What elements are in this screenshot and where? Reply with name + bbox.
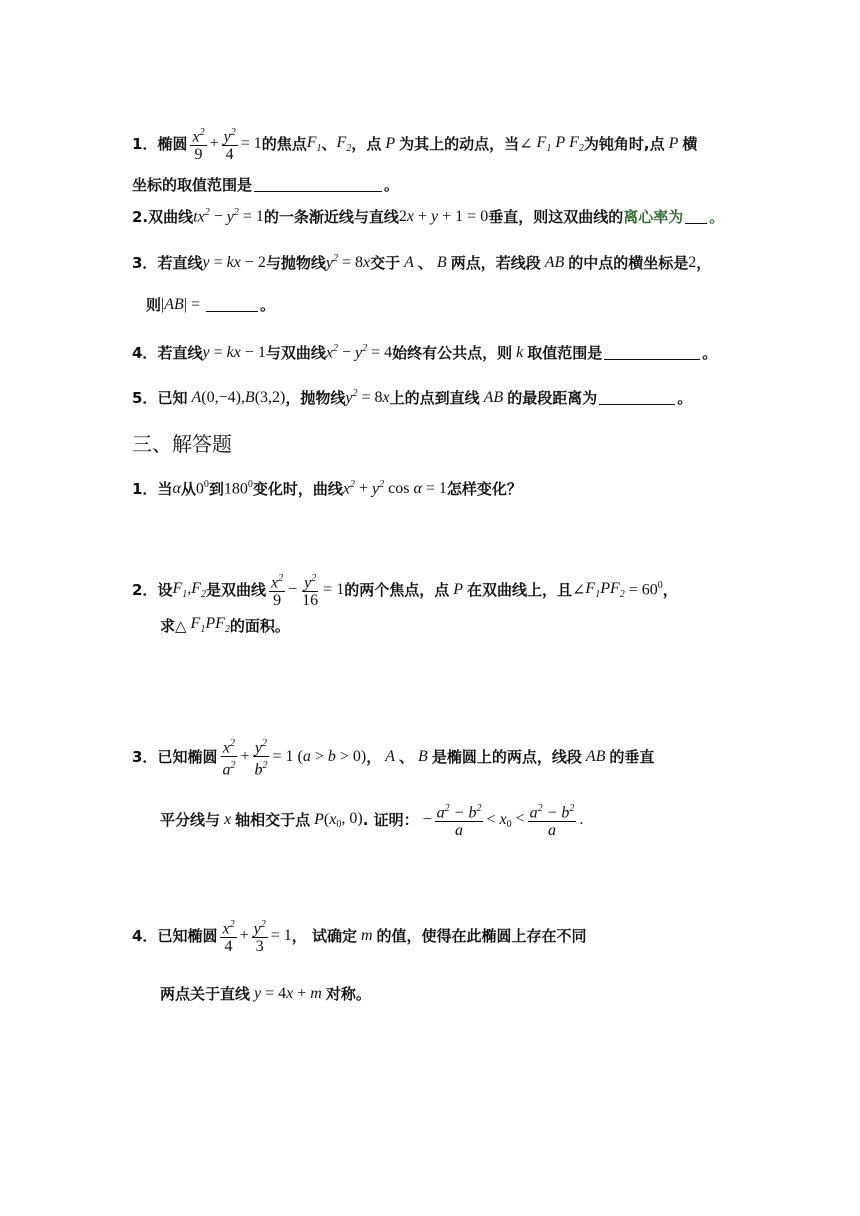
text: 。: [709, 208, 725, 226]
text: 、: [399, 748, 415, 767]
text: 坐标的取值范围是: [132, 176, 253, 194]
text: 的最段距离为: [507, 389, 598, 407]
text: 。: [384, 176, 400, 194]
text: 与抛物线: [265, 254, 326, 272]
question-number: 4．: [132, 344, 158, 362]
text: ， 试确定: [291, 927, 357, 946]
text: 的中点的横坐标是: [568, 254, 689, 272]
question-number: 1．: [132, 135, 158, 154]
text: 到: [208, 480, 224, 498]
text: 已知: [157, 389, 188, 407]
text: 为钝角时,点: [583, 135, 665, 154]
text: 当: [157, 480, 173, 498]
text: 变化时，曲线: [252, 480, 343, 498]
question-number: 3．: [132, 254, 158, 272]
text: 。: [677, 389, 693, 407]
question-number: 3．: [132, 748, 158, 767]
text: 始终有公共点，则: [392, 344, 513, 362]
section-heading: 三、解答题: [132, 432, 232, 456]
question-number: 2．: [132, 581, 158, 600]
text: 椭圆: [157, 135, 188, 154]
fraction: $\frac{x^2}{4}$: [220, 916, 236, 955]
solve-q3-line1: 3． 已知椭圆 $\frac{x^2}{a^2}$ + $\frac{y^2}{b^2}$ = 1 ( a > b > 0) ， A 、 B 是椭圆上的两点，线段 AB 的垂直: [132, 735, 654, 779]
text: 。: [260, 296, 276, 314]
fraction: $\frac{y^2}{3}$: [252, 916, 268, 955]
question-number: 1．: [132, 480, 158, 498]
text: 的一条渐近线与直线: [263, 208, 399, 226]
text: 双曲线: [148, 208, 194, 226]
fraction: $\frac{a^2 - b^2}{a}$: [528, 800, 577, 839]
text: 是双曲线: [206, 581, 267, 600]
question-number: 4．: [132, 927, 158, 946]
fill-q1-line2: [132, 174, 399, 195]
solve-q3-line2: 平分线与 x 轴相交于点 P ( x $_0$, 0) . 证明： − $\frac{a^2 - b^2}{a}$ < x $_0$ < $\frac{a^2 - b^2}{a}$ .: [160, 800, 583, 839]
fraction: $\frac{x^2}{9}$: [269, 570, 285, 609]
text: 上的点到直线: [389, 389, 480, 407]
answer-blank[interactable]: [599, 390, 675, 405]
solve-q1-line: 1． 当 α 从 $0^0$ 到 $180^0$ 变化时，曲线 $x^2$ + $y^2$ cos α = 1 怎样变化？: [132, 478, 522, 498]
answer-blank[interactable]: [604, 345, 700, 360]
text: 为其上的动点，当: [399, 135, 520, 154]
fraction: $\frac{y^2}{b^2}$: [252, 735, 269, 779]
answer-blank[interactable]: [254, 177, 382, 192]
text: 取值范围是: [527, 344, 603, 362]
fill-q1-line1: 1． 椭圆 $\frac{x^2}{9}$ + $\frac{y^2}{4}$ = 1 的焦点 $F_1$ 、 $F_2$ ，点 P 为其上的动点，当 ∠ $F_1$ P $F_2$ 为钝角时,点 P 横: [132, 124, 697, 163]
text: 与双曲线: [265, 344, 326, 362]
text: 。: [702, 344, 718, 362]
text: 的面积。: [229, 617, 290, 635]
fill-q2-line: 2. 双曲线 $tx^2$ − $y^2$ = 1 的一条渐近线与直线 2 x + y + 1 = 0 垂直，则这双曲线的 离心率为 。: [132, 206, 725, 226]
text: 求△: [160, 617, 187, 635]
text: 平分线与: [160, 811, 221, 830]
text: 两点关于直线: [160, 985, 251, 1003]
solve-q2-line2: 求△ $F_1PF_2$ 的面积。: [160, 615, 290, 636]
text: 已知椭圆: [157, 927, 218, 946]
answer-blank[interactable]: [206, 297, 258, 312]
text: 轴相交于点: [235, 811, 311, 830]
text: 的焦点: [261, 135, 307, 154]
text: 已知椭圆: [157, 748, 218, 767]
question-number: 2.: [132, 207, 149, 226]
text: 对称。: [325, 985, 371, 1003]
text: 在双曲线上，且: [467, 581, 573, 600]
text: 若直线: [157, 344, 203, 362]
fill-q3-line1: 3． 若直线 y = kx − 2 与抛物线 $y^2$ = 8 x 交于 A 、 B 两点，若线段 AB 的中点的横坐标是 2 ，: [132, 252, 712, 272]
text: 从: [180, 480, 196, 498]
text: 的值，使得在此椭圆上存在不同: [376, 927, 587, 946]
text: 交于: [370, 254, 401, 272]
fill-q4-line: 4． 若直线 y = kx − 1 与双曲线 $x^2$ − $y^2$ = 4 始终有公共点，则 k 取值范围是 。: [132, 342, 718, 362]
fill-q3-line2: 则 | AB | = 。: [146, 295, 276, 314]
text: ，点: [351, 135, 382, 154]
text: . 证明：: [362, 811, 419, 830]
text: 设: [157, 581, 173, 600]
text: ，: [662, 581, 678, 600]
fraction: $\frac{x^2}{9}$: [190, 124, 206, 163]
text: ，: [366, 748, 382, 767]
solve-q2-line1: 2． 设 $F_1,F_2$ 是双曲线 $\frac{x^2}{9}$ − $\frac{y^2}{16}$ = 1 的两个焦点，点 P 在双曲线上，且 ∠ $F_1PF_2$ = $60^0$ ，: [132, 570, 678, 609]
question-number: 5．: [132, 389, 158, 407]
text: 的垂直: [609, 748, 655, 767]
highlight-text: 离心率为: [623, 208, 684, 226]
text: 两点，若线段: [450, 254, 541, 272]
fraction: $\frac{x^2}{a^2}$: [220, 735, 237, 779]
solve-q4-line1: 4． 已知椭圆 $\frac{x^2}{4}$ + $\frac{y^2}{3}$ = 1 ， 试确定 m 的值，使得在此椭圆上存在不同: [132, 916, 587, 955]
fraction: $\frac{y^2}{16}$: [300, 570, 320, 609]
fraction: $\frac{y^2}{4}$: [222, 124, 238, 163]
text: ，: [696, 254, 712, 272]
text: 是椭圆上的两点，线段: [431, 748, 582, 767]
text: 横: [682, 135, 698, 154]
text: 垂直，则这双曲线的: [488, 208, 624, 226]
text: 若直线: [157, 254, 203, 272]
text: 怎样变化？: [446, 480, 522, 498]
solve-q4-line2: 两点关于直线 y = 4 x + m 对称。: [160, 984, 371, 1003]
text: 则: [146, 296, 162, 314]
answer-blank[interactable]: [685, 209, 707, 224]
fraction: $\frac{a^2 - b^2}{a}$: [435, 800, 484, 839]
text: ，抛物线: [285, 389, 346, 407]
value: 2: [688, 253, 697, 271]
text: 的两个焦点，点: [344, 581, 450, 600]
fill-q5-line: 5． 已知 A (0,−4), B (3,2) ，抛物线 $y^2$ = 8 x 上的点到直线 AB 的最段距离为 。: [132, 387, 693, 407]
